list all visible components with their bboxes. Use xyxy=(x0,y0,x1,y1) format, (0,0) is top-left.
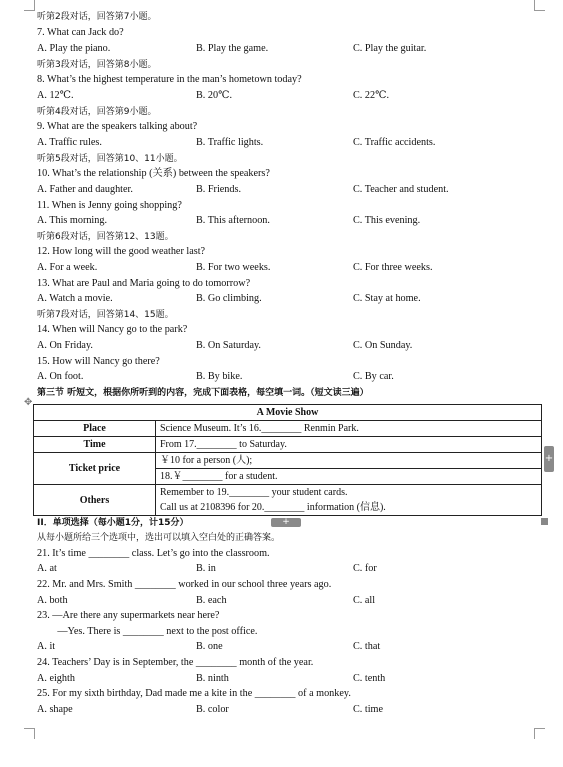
move-icon[interactable]: ✥ xyxy=(24,397,33,408)
row-label-ticket-price: Ticket price xyxy=(34,453,156,485)
option-21-a: A. at xyxy=(37,563,57,574)
option-14-c: C. On Sunday. xyxy=(353,340,413,351)
option-25-a: A. shape xyxy=(37,704,73,715)
option-11-a: A. This morning. xyxy=(37,215,107,226)
option-9-c: C. Traffic accidents. xyxy=(353,137,436,148)
option-11-c: C. This evening. xyxy=(353,215,421,226)
option-10-c: C. Teacher and student. xyxy=(353,184,449,195)
others-line-1: Remember to 19.________ your student cards. xyxy=(160,487,348,498)
question-22: 22. Mr. and Mrs. Smith ________ worked in our school three years ago. xyxy=(37,579,332,590)
option-8-a: A. 12℃. xyxy=(37,90,74,101)
option-12-a: A. For a week. xyxy=(37,262,98,273)
question-13: 13. What are Paul and Maria going to do tomorrow? xyxy=(37,278,251,289)
plus-icon[interactable]: + xyxy=(544,446,554,472)
listening-heading-9: 听第4段对话，回答第9小题。 xyxy=(37,107,157,117)
option-24-a: A. eighth xyxy=(37,673,75,684)
option-24-c: C. tenth xyxy=(353,673,386,684)
option-15-b: B. By bike. xyxy=(196,371,243,382)
resize-handle[interactable] xyxy=(541,518,548,525)
option-22-b: B. each xyxy=(196,595,227,606)
option-8-b: B. 20℃. xyxy=(196,90,233,101)
ticket-line-1: ￥10 for a person (人); xyxy=(156,453,541,469)
table-row xyxy=(34,453,542,485)
option-10-b: B. Friends. xyxy=(196,184,241,195)
movie-show-table xyxy=(33,404,542,516)
option-8-c: C. 22℃. xyxy=(353,90,390,101)
part2-title: II．单项选择（每小题1分，计15分） xyxy=(37,518,189,528)
place-line: Science Museum. It’s 16.________ Renmin Park. xyxy=(160,423,359,434)
others-line-2: Call us at 2108396 for 20.________ information (信息). xyxy=(160,502,386,513)
section3-title: 第三节 听短文，根据你所听到的内容，完成下面表格，每空填一词。（短文读三遍） xyxy=(37,388,369,398)
option-12-c: C. For three weeks. xyxy=(353,262,433,273)
option-23-a: A. it xyxy=(37,641,56,652)
crop-mark-bottom-left xyxy=(24,728,35,739)
option-21-c: C. for xyxy=(353,563,377,574)
listening-heading-14: 听第7段对话，回答第14、15题。 xyxy=(37,310,174,320)
option-22-c: C. all xyxy=(353,595,376,606)
row-value-time[interactable] xyxy=(156,437,542,453)
listening-heading-12: 听第6段对话，回答第12、13题。 xyxy=(37,232,174,242)
option-14-a: A. On Friday. xyxy=(37,340,93,351)
option-21-b: B. in xyxy=(196,563,216,574)
listening-heading-10: 听第5段对话，回答第10、11小题。 xyxy=(37,154,183,164)
row-value-place[interactable] xyxy=(156,421,542,437)
question-24: 24. Teachers’ Day is in September, the ________ month of the year. xyxy=(37,657,314,668)
option-23-b: B. one xyxy=(196,641,223,652)
row-value-ticket-price[interactable] xyxy=(156,453,542,485)
option-13-a: A. Watch a movie. xyxy=(37,293,113,304)
ticket-line-2: 18.￥________ for a student. xyxy=(160,471,278,482)
part2-instruction: 从每小题所给三个选项中，选出可以填入空白处的正确答案。 xyxy=(37,533,281,543)
option-15-a: A. On foot. xyxy=(37,371,84,382)
table-title: A Movie Show xyxy=(34,405,542,421)
option-10-a: A. Father and daughter. xyxy=(37,184,133,195)
question-23-reply: —Yes. There is ________ next to the post office. xyxy=(37,626,258,637)
row-label-time: Time xyxy=(34,437,156,453)
option-9-a: A. Traffic rules. xyxy=(37,137,102,148)
question-15: 15. How will Nancy go there? xyxy=(37,356,160,367)
option-13-b: B. Go climbing. xyxy=(196,293,262,304)
table-row xyxy=(34,421,542,437)
option-12-b: B. For two weeks. xyxy=(196,262,271,273)
question-23: 23. —Are there any supermarkets near here? xyxy=(37,610,220,621)
option-9-b: B. Traffic lights. xyxy=(196,137,264,148)
option-11-b: B. This afternoon. xyxy=(196,215,270,226)
question-10: 10. What’s the relationship (关系) between the speakers? xyxy=(37,168,270,179)
table-row xyxy=(34,437,542,453)
listening-heading-8: 听第3段对话，回答第8小题。 xyxy=(37,60,157,70)
table-row xyxy=(34,485,542,516)
option-13-c: C. Stay at home. xyxy=(353,293,421,304)
question-25: 25. For my sixth birthday, Dad made me a kite in the ________ of a monkey. xyxy=(37,688,351,699)
option-25-c: C. time xyxy=(353,704,383,715)
option-7-a: A. Play the piano. xyxy=(37,43,111,54)
question-14: 14. When will Nancy go to the park? xyxy=(37,324,188,335)
row-label-place: Place xyxy=(34,421,156,437)
crop-mark-bottom-right xyxy=(534,728,545,739)
question-8: 8. What’s the highest temperature in the man’s hometown today? xyxy=(37,74,302,85)
option-24-b: B. ninth xyxy=(196,673,229,684)
listening-heading-7: 听第2段对话，回答第7小题。 xyxy=(37,12,157,22)
add-row-button[interactable]: + xyxy=(271,518,301,527)
option-25-b: B. color xyxy=(196,704,229,715)
question-7: 7. What can Jack do? xyxy=(37,27,124,38)
option-7-b: B. Play the game. xyxy=(196,43,269,54)
option-15-c: C. By car. xyxy=(353,371,394,382)
question-12: 12. How long will the good weather last? xyxy=(37,246,206,257)
question-21: 21. It’s time ________ class. Let’s go into the classroom. xyxy=(37,548,270,559)
option-14-b: B. On Saturday. xyxy=(196,340,261,351)
crop-mark-top-left xyxy=(24,0,35,11)
row-label-others: Others xyxy=(34,485,156,516)
option-22-a: A. both xyxy=(37,595,68,606)
crop-mark-top-right xyxy=(534,0,545,11)
question-11: 11. When is Jenny going shopping? xyxy=(37,200,182,211)
row-value-others[interactable] xyxy=(156,485,542,516)
time-line: From 17.________ to Saturday. xyxy=(160,439,287,450)
option-23-c: C. that xyxy=(353,641,381,652)
option-7-c: C. Play the guitar. xyxy=(353,43,427,54)
question-9: 9. What are the speakers talking about? xyxy=(37,121,198,132)
